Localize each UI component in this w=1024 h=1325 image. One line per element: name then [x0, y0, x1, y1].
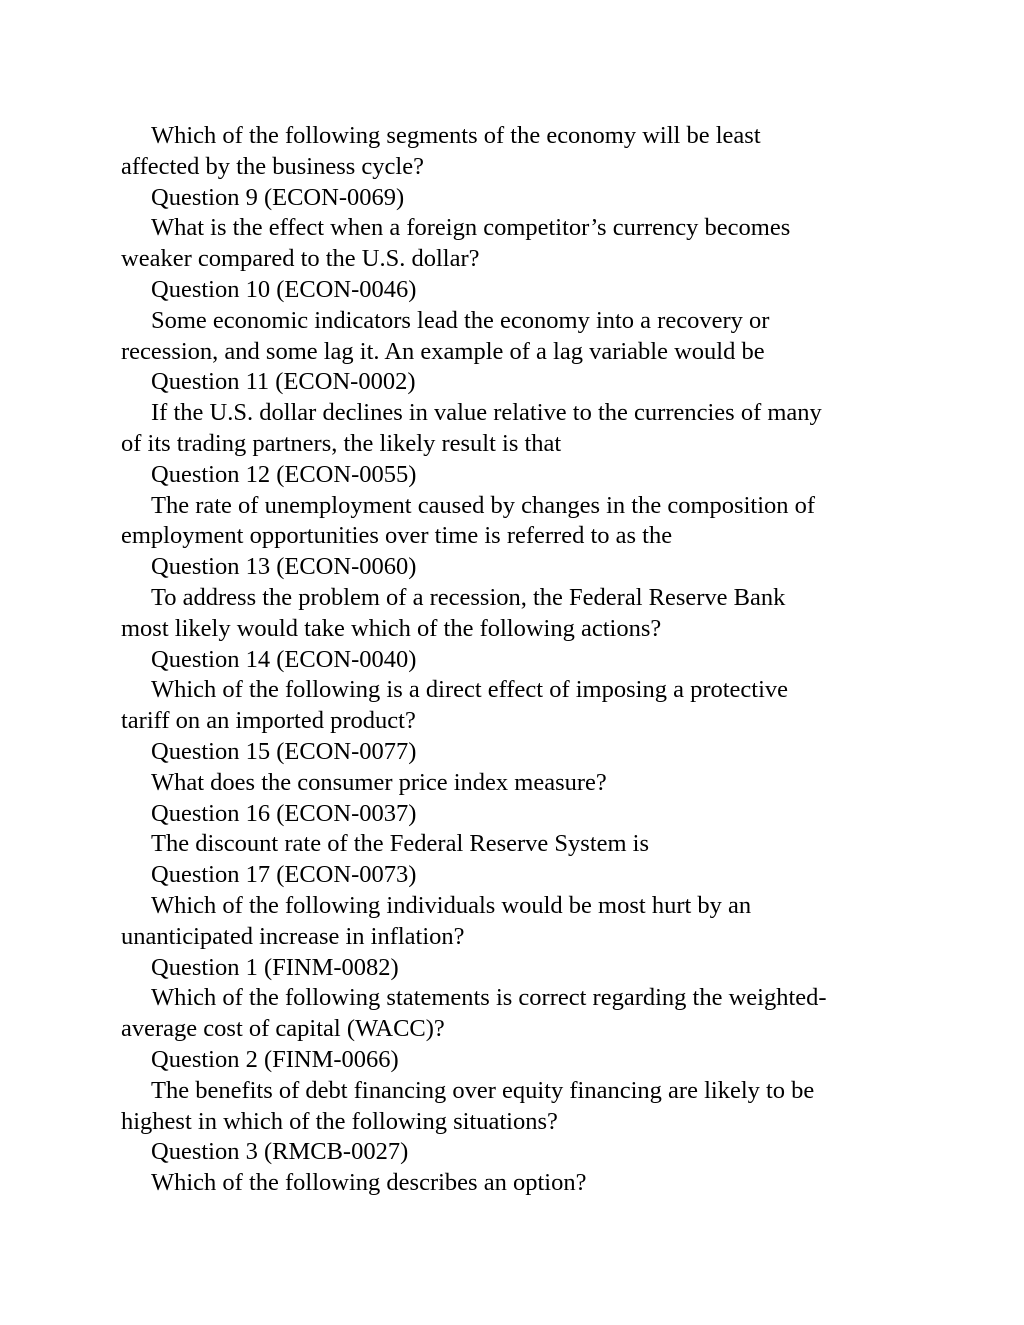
question-text — [121, 983, 901, 1045]
question-text — [121, 213, 901, 275]
text-line: highest in which of the following situations? — [121, 1107, 558, 1135]
text-line: tariff on an imported product? — [121, 707, 416, 735]
question-text — [121, 121, 901, 183]
text-line: Which of the following is a direct effect of imposing a protective — [151, 676, 789, 704]
text-line: affected by the business cycle? — [121, 152, 424, 180]
question-header — [121, 953, 901, 984]
text-line: Which of the following segments of the economy will be least — [151, 122, 761, 149]
text-line: What is the effect when a foreign competitor’s currency becomes — [151, 214, 791, 242]
question-text — [121, 891, 901, 953]
question-text — [121, 829, 901, 860]
question-header — [121, 183, 901, 214]
text-line: Question 11 (ECON-0002) — [151, 368, 416, 396]
question-text — [121, 306, 901, 368]
question-header — [121, 799, 901, 830]
question-header — [121, 737, 901, 768]
text-line: employment opportunities over time is referred to as the — [121, 522, 673, 550]
document-body — [121, 121, 901, 1199]
text-line: The benefits of debt financing over equity financing are likely to be — [151, 1076, 815, 1104]
text-line: weaker compared to the U.S. dollar? — [121, 245, 480, 273]
text-line: average cost of capital (WACC)? — [121, 1015, 445, 1043]
question-header — [121, 1137, 901, 1168]
text-line: Question 1 (FINM-0082) — [151, 953, 399, 981]
text-line: of its trading partners, the likely result is that — [121, 429, 562, 457]
question-text — [121, 1168, 901, 1199]
question-text — [121, 491, 901, 553]
question-text — [121, 398, 901, 460]
question-text — [121, 583, 901, 645]
text-line: Question 10 (ECON-0046) — [151, 275, 417, 303]
text-line: unanticipated increase in inflation? — [121, 922, 465, 950]
question-header — [121, 367, 901, 398]
text-line: Question 13 (ECON-0060) — [151, 553, 417, 581]
text-line: Which of the following statements is correct regarding the weighted- — [151, 984, 827, 1012]
text-line: Question 14 (ECON-0040) — [151, 645, 417, 673]
text-line: Which of the following individuals would be most hurt by an — [151, 891, 752, 919]
text-line: Question 15 (ECON-0077) — [151, 737, 417, 765]
text-line: To address the problem of a recession, the Federal Reserve Bank — [151, 583, 786, 611]
question-header — [121, 275, 901, 306]
text-line: most likely would take which of the following actions? — [121, 614, 662, 642]
question-header — [121, 860, 901, 891]
question-header — [121, 1045, 901, 1076]
text-line: Question 17 (ECON-0073) — [151, 861, 417, 889]
text-line: recession, and some lag it. An example of a lag variable would be — [121, 337, 765, 365]
text-line: What does the consumer price index measure? — [151, 768, 607, 796]
text-line: If the U.S. dollar declines in value relative to the currencies of many — [151, 399, 822, 427]
text-line: Question 9 (ECON-0069) — [151, 183, 405, 211]
text-line: The discount rate of the Federal Reserve System is — [151, 830, 650, 858]
text-line: The rate of unemployment caused by changes in the composition of — [151, 491, 816, 519]
text-line: Question 16 (ECON-0037) — [151, 799, 417, 827]
text-line: Which of the following describes an option? — [151, 1169, 587, 1197]
question-header — [121, 552, 901, 583]
question-header — [121, 460, 901, 491]
text-line: Question 12 (ECON-0055) — [151, 460, 417, 488]
question-header — [121, 645, 901, 676]
question-text — [121, 768, 901, 799]
question-text — [121, 1076, 901, 1138]
question-text — [121, 675, 901, 737]
text-line: Question 3 (RMCB-0027) — [151, 1138, 409, 1166]
text-line: Question 2 (FINM-0066) — [151, 1045, 399, 1073]
text-line: Some economic indicators lead the economy into a recovery or — [151, 306, 770, 334]
